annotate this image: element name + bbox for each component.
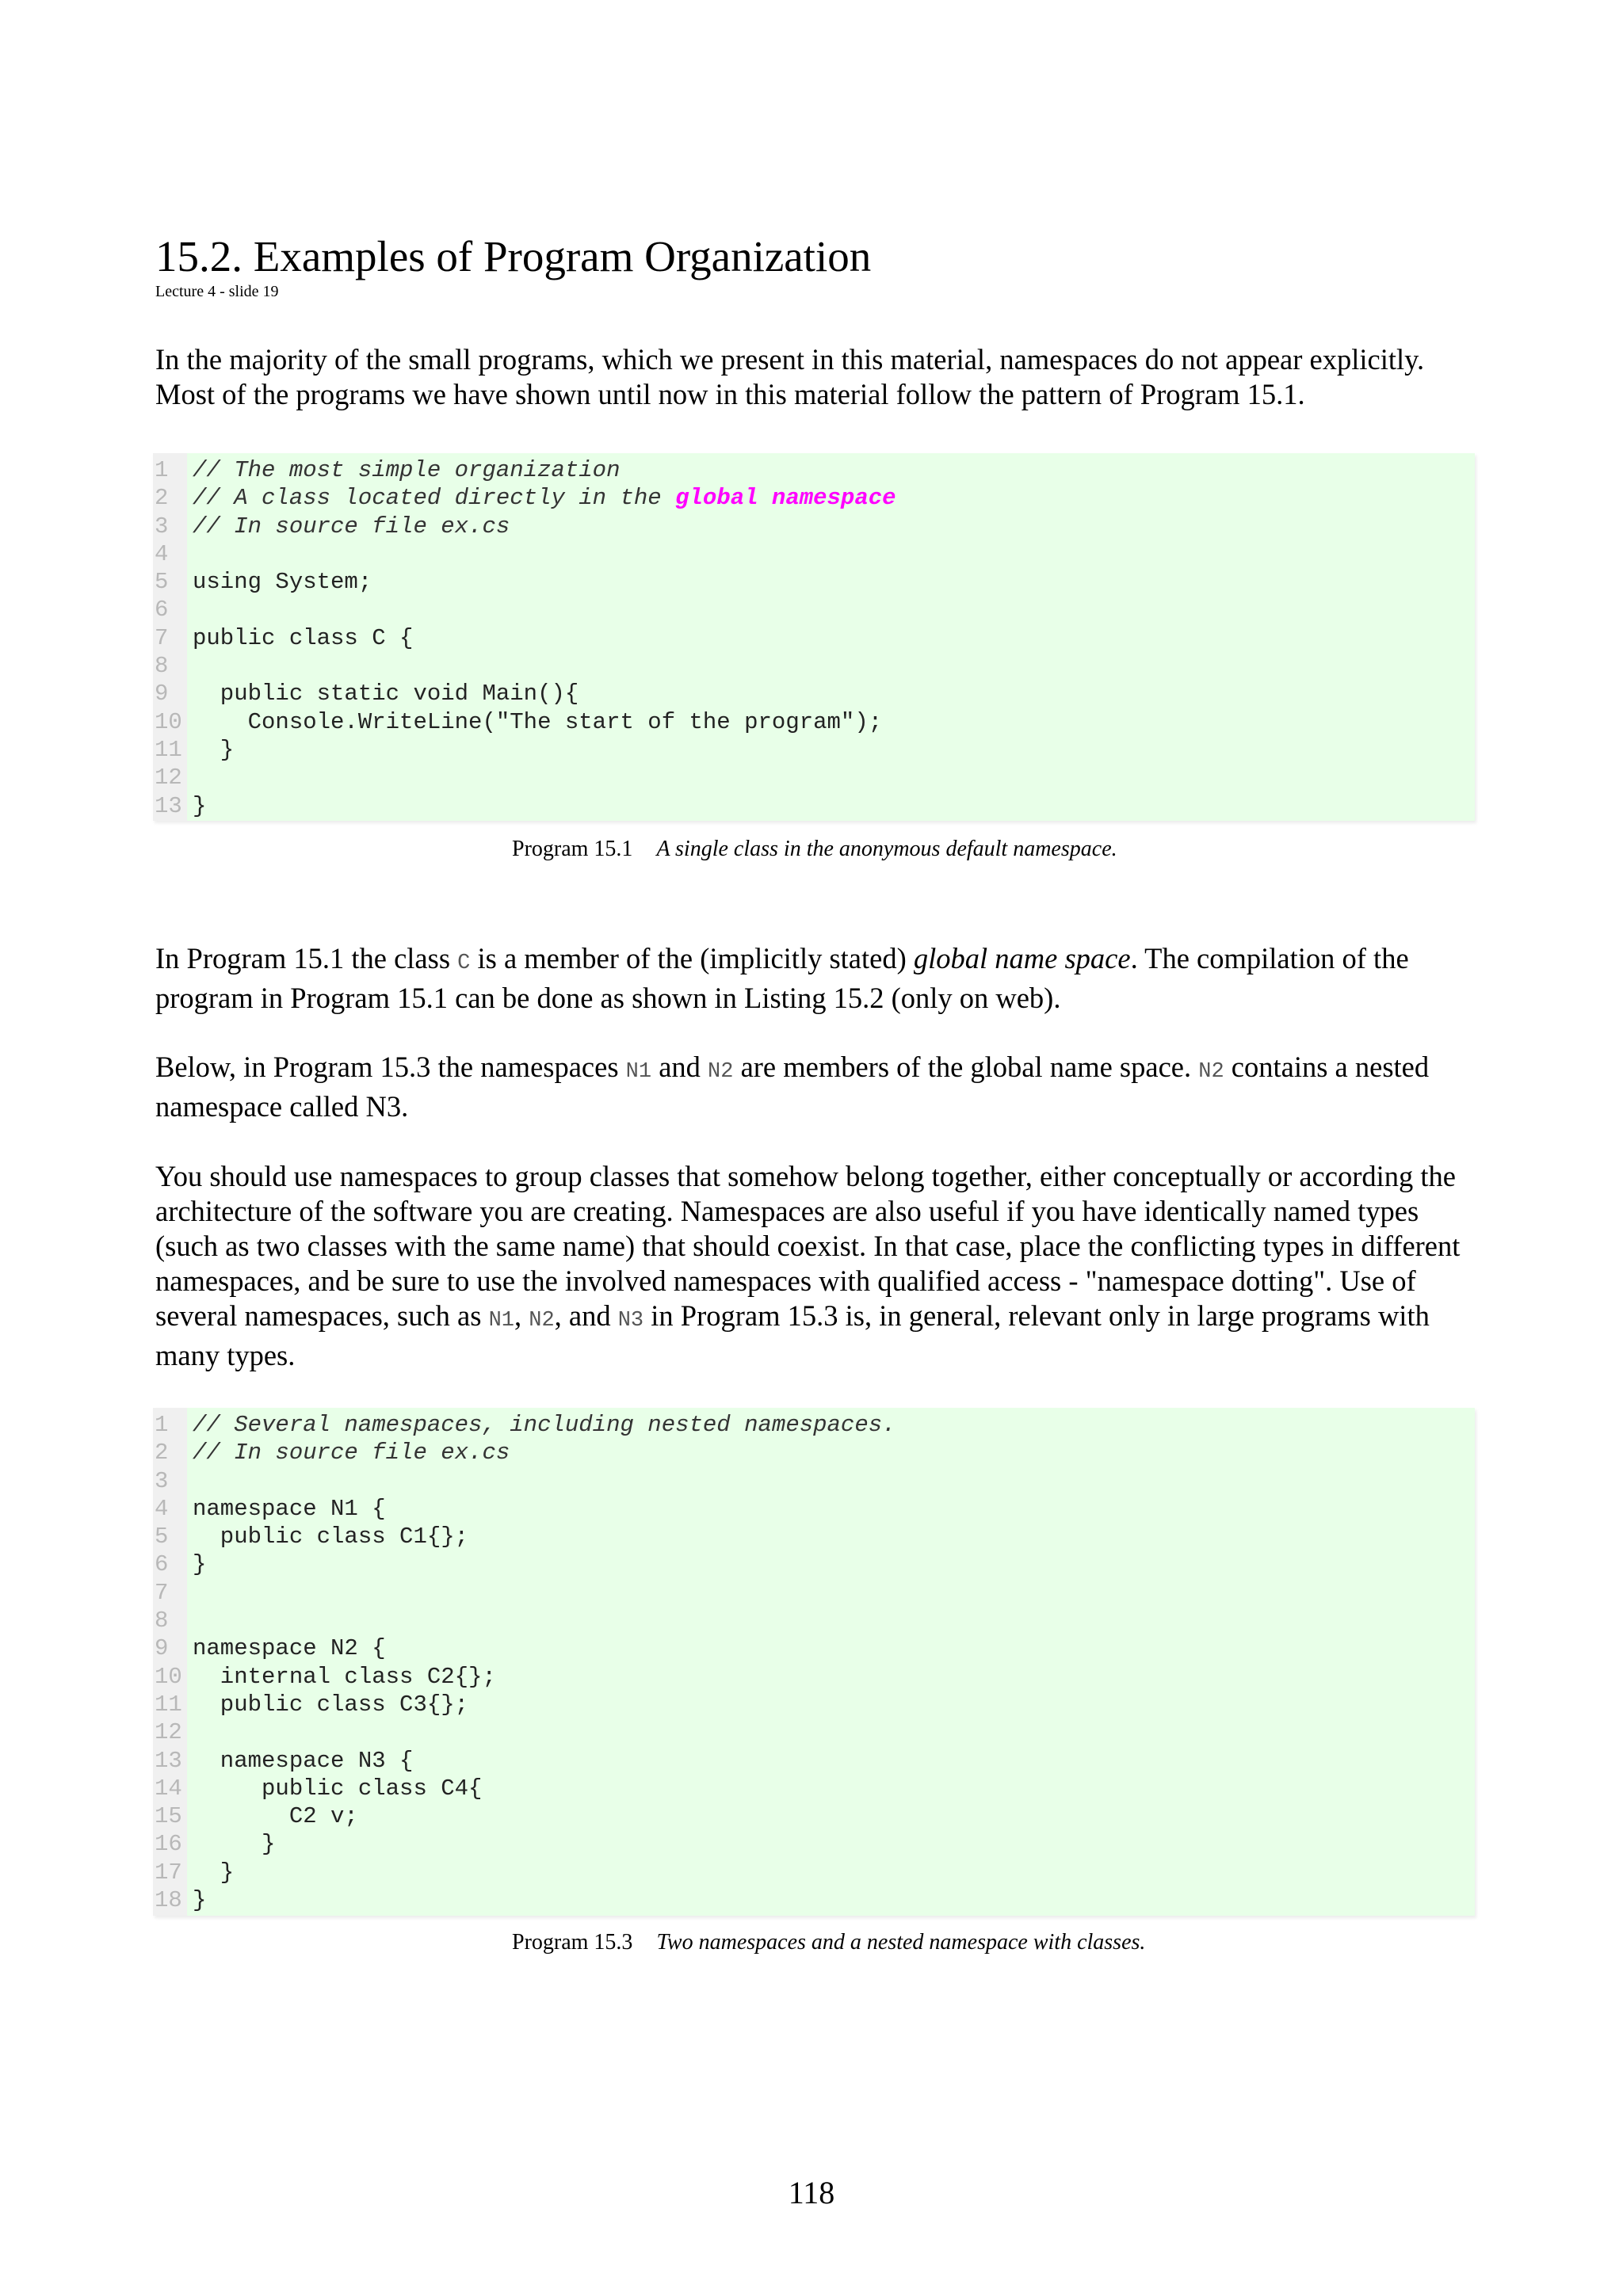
- code-text: [193, 1859, 234, 1886]
- line-number: 5: [155, 569, 169, 596]
- code-statement: public class C1{};: [193, 1524, 469, 1550]
- code-statement: }: [193, 1831, 276, 1858]
- page-number: 118: [788, 2175, 835, 2210]
- caption-text: Two namespaces and a nested namespace with classes.: [656, 1930, 1146, 1955]
- line-number: 7: [155, 1579, 169, 1606]
- code-text: [193, 1495, 386, 1523]
- code-text: [193, 1691, 468, 1718]
- code-text: [193, 1411, 896, 1439]
- code-line: [153, 1607, 1475, 1634]
- line-number: 8: [155, 653, 169, 680]
- code-text: [193, 1830, 275, 1858]
- line-number: 18: [155, 1887, 182, 1914]
- line-number: 15: [155, 1803, 182, 1830]
- text-run: is a member of the (implicitly stated): [470, 942, 914, 974]
- inline-code: N1: [625, 1060, 652, 1084]
- code-line: [153, 1523, 1475, 1550]
- code-text: [193, 456, 621, 484]
- line-number: 9: [155, 1635, 169, 1662]
- code-statement: }: [193, 736, 235, 763]
- inline-code: N1: [488, 1309, 514, 1333]
- line-number: 11: [155, 736, 182, 763]
- line-number: 6: [155, 1551, 169, 1578]
- code-line: [153, 1495, 1475, 1523]
- code-text: [193, 1523, 468, 1550]
- code-line: [153, 792, 1475, 820]
- code-text: [193, 736, 234, 764]
- code-statement: public class C4{: [193, 1775, 483, 1802]
- text-run: in Program 15.3 is, in general, relevant only in large programs with many types.: [155, 1299, 1430, 1371]
- section-title: 15.2. Examples of Program Organization: [155, 232, 872, 280]
- code-lines: [153, 1411, 1475, 1914]
- inline-code: N2: [529, 1309, 555, 1333]
- code-text: [193, 1634, 386, 1662]
- code-line: [153, 484, 1475, 512]
- code-line: [153, 1550, 1475, 1578]
- text-run: In Program 15.1 the class: [155, 942, 458, 974]
- code-line: [153, 540, 1475, 568]
- code-text: [193, 1802, 358, 1830]
- code-text: [193, 680, 579, 707]
- code-line: [153, 1775, 1475, 1802]
- line-number: 12: [155, 765, 182, 791]
- caption-label: Program 15.1: [512, 837, 633, 861]
- code-line: [153, 1663, 1475, 1691]
- inline-code: C: [457, 952, 471, 975]
- line-number: 3: [155, 513, 169, 540]
- line-number: 5: [155, 1524, 169, 1550]
- text-run: Below, in Program 15.3 the namespaces: [155, 1051, 626, 1083]
- code-line: [153, 596, 1475, 624]
- text-run: You should use namespaces to group classes that somehow belong together, either conceptually or according the architecture of the software you are creating. Namespaces are also useful if you have identically named types (such as two classes with the same name) that should coexist. In that case, place the conflicting types in different namespaces, and be sure to use the involved namespaces with qualified access - "namespace dotting". Use of several namespaces, such as: [155, 1160, 1461, 1332]
- code-line: [153, 1579, 1475, 1607]
- code-statement: public class C3{};: [193, 1691, 469, 1718]
- code-statement: internal class C2{};: [193, 1663, 496, 1690]
- code-line: [153, 1691, 1475, 1718]
- line-number: 2: [155, 1440, 169, 1466]
- line-number: 6: [155, 597, 169, 624]
- code-line: [153, 708, 1475, 736]
- inline-code: N2: [1198, 1060, 1224, 1084]
- code-text: [193, 568, 372, 596]
- code-text: [193, 1775, 482, 1802]
- line-number: 13: [155, 792, 182, 819]
- caption-label: Program 15.3: [512, 1930, 633, 1955]
- slide-reference: Lecture 4 - slide 19: [155, 283, 279, 300]
- line-number: 11: [155, 1691, 182, 1718]
- code-statement: public class C {: [193, 624, 414, 651]
- line-number: 10: [155, 1663, 182, 1690]
- code-line: [153, 680, 1475, 707]
- namespace-usage-paragraph: [155, 1159, 1487, 1373]
- intro-paragraph: In the majority of the small programs, which we present in this material, namespaces do not appear explicitly. Most of the programs we have shown until now in this material follow the pattern of Program 15.1.: [155, 343, 1425, 410]
- code-line: [153, 1467, 1475, 1495]
- code-line: [153, 1886, 1475, 1914]
- line-number: 4: [155, 1495, 169, 1522]
- code-line: [153, 1859, 1475, 1886]
- global-namespace-paragraph: [155, 941, 1487, 1016]
- text-run: contains a nested namespace called N3.: [155, 1051, 1430, 1123]
- code-comment: // In source file ex.cs: [193, 1440, 510, 1466]
- line-number: 4: [155, 540, 169, 567]
- code-text: [193, 1663, 496, 1691]
- code-line: [153, 1439, 1475, 1466]
- line-number: 2: [155, 485, 169, 512]
- code-line: [153, 1747, 1475, 1775]
- code-line: [153, 736, 1475, 764]
- namespaces-intro-paragraph: [155, 1050, 1487, 1124]
- code-line: [153, 513, 1475, 540]
- code-statement: public static void Main(){: [193, 681, 579, 707]
- code-text: [193, 1747, 413, 1775]
- code-statement: namespace N1 {: [193, 1495, 386, 1522]
- program-15-3-listing: [153, 1408, 1475, 1916]
- text-run: . The compilation of the program in Program 15.1 can be done as shown in Listing 15.2 (only on web).: [155, 942, 1409, 1014]
- code-text: [193, 624, 413, 652]
- code-line: [153, 1411, 1475, 1439]
- code-text: [193, 792, 206, 820]
- code-comment: // The most simple organization: [193, 457, 621, 483]
- program-15-3-caption: [512, 1928, 1146, 1957]
- code-line: [153, 764, 1475, 791]
- code-comment: // A class located directly in the: [193, 485, 676, 512]
- line-number: 17: [155, 1859, 182, 1886]
- code-comment: // In source file ex.cs: [193, 513, 510, 540]
- line-number: 14: [155, 1775, 182, 1802]
- code-statement: }: [193, 1887, 207, 1914]
- code-text: [193, 1550, 206, 1578]
- code-line: [153, 456, 1475, 484]
- code-line: [153, 652, 1475, 680]
- code-highlight: global namespace: [675, 485, 896, 512]
- code-line: [153, 1830, 1475, 1858]
- code-text: [193, 708, 882, 736]
- code-text: [193, 513, 510, 540]
- text-run: are members of the global name space.: [733, 1051, 1199, 1083]
- code-comment: // Several namespaces, including nested namespaces.: [193, 1412, 896, 1438]
- line-number: 13: [155, 1747, 182, 1774]
- code-statement: Console.WriteLine("The start of the program");: [193, 708, 883, 735]
- text-run: and: [651, 1051, 708, 1083]
- line-number: 3: [155, 1467, 169, 1494]
- line-number: 1: [155, 1412, 169, 1438]
- code-line: [153, 624, 1475, 652]
- inline-code: N3: [617, 1309, 644, 1333]
- line-number: 8: [155, 1608, 169, 1634]
- text-run: , and: [554, 1299, 618, 1332]
- line-number: 1: [155, 457, 169, 483]
- code-statement: }: [193, 1859, 235, 1886]
- code-line: [153, 1802, 1475, 1830]
- emphasis: global name space: [913, 942, 1131, 974]
- text-run: ,: [514, 1299, 529, 1332]
- code-statement: namespace N2 {: [193, 1635, 386, 1662]
- code-line: [153, 1634, 1475, 1662]
- caption-text: A single class in the anonymous default namespace.: [656, 837, 1117, 861]
- line-number: 12: [155, 1719, 182, 1746]
- code-statement: using System;: [193, 569, 372, 596]
- inline-code: N2: [708, 1060, 734, 1084]
- line-number: 16: [155, 1831, 182, 1858]
- line-number: 9: [155, 681, 169, 707]
- code-statement: }: [193, 792, 207, 819]
- code-line: [153, 1718, 1475, 1746]
- program-15-1-listing: [153, 453, 1475, 821]
- code-text: [193, 484, 896, 512]
- program-15-1-caption: [512, 835, 1146, 864]
- code-line: [153, 568, 1475, 596]
- code-lines: [153, 456, 1475, 820]
- code-text: [193, 1886, 206, 1914]
- code-statement: namespace N3 {: [193, 1747, 414, 1774]
- code-statement: C2 v;: [193, 1803, 358, 1830]
- line-number: 10: [155, 708, 182, 735]
- code-text: [193, 1439, 510, 1466]
- line-number: 7: [155, 624, 169, 651]
- code-statement: }: [193, 1551, 207, 1578]
